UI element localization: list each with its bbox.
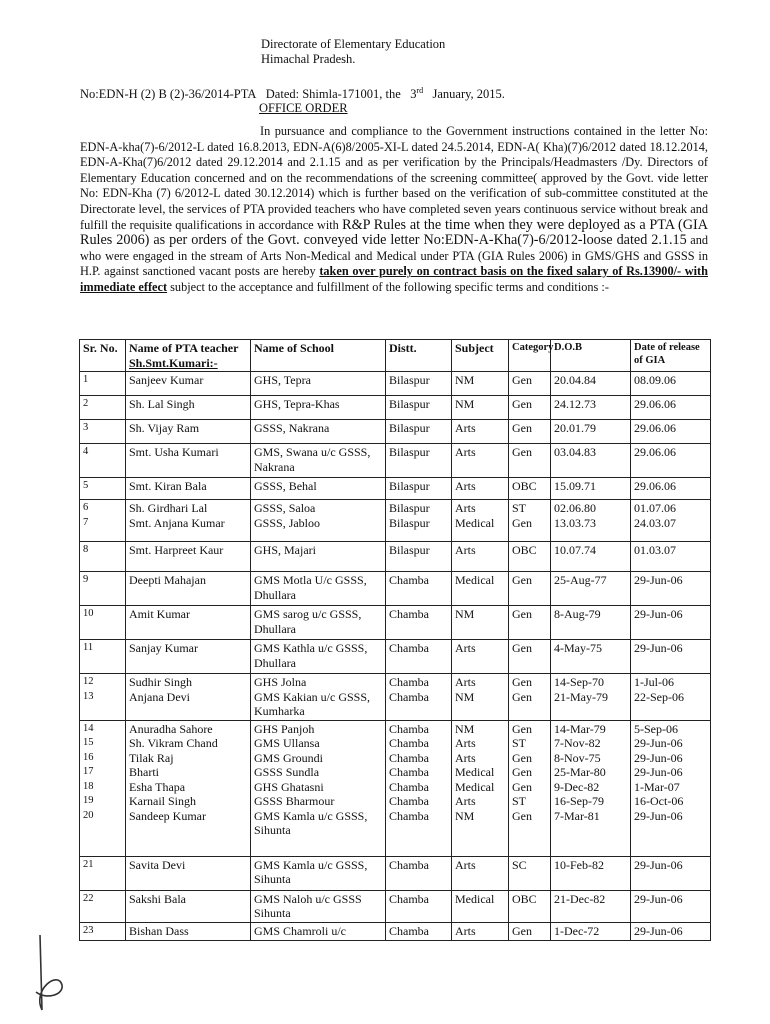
table-row bbox=[80, 500, 711, 542]
cell-subject: NM bbox=[452, 372, 509, 396]
cell-subject: Arts bbox=[452, 542, 509, 572]
reference-month-year: January, 2015. bbox=[432, 87, 505, 102]
cell-distt: Chamba bbox=[386, 890, 452, 922]
cell-school: GMS Kathla u/c GSSS, Dhullara bbox=[251, 640, 386, 674]
col-name bbox=[126, 340, 251, 372]
cell-gia: 29-Jun-06 bbox=[631, 856, 711, 890]
table-row bbox=[80, 640, 711, 674]
cell-name: Sh. Lal Singh bbox=[126, 396, 251, 420]
body-paragraph-3: and who were engaged in the stream of Arts Non-Medical and Medical under PTA (GIA Rules 2006) in GMS/GHS and GSSS in H.P. against sanctioned vacant posts are hereby bbox=[80, 233, 708, 279]
cell-gia: 29.06.06 bbox=[631, 444, 711, 478]
cell-sr: 4 bbox=[80, 444, 126, 478]
cell-gia: 29-Jun-06 bbox=[631, 606, 711, 640]
teacher-table bbox=[79, 339, 711, 941]
cell-gia: 01.03.07 bbox=[631, 542, 711, 572]
body-paragraph-1: In pursuance and compliance to the Government instructions contained in the letter No: EDN-A-kha(7)-6/2012-L dated 16.8.2013, EDN-A(6)8/2005-XI-L dated 24.5.2014, EDN-A( Kha)(7)6/2012 dated 18.12.2014, EDN-A-Kha(7)6/2012 dated 29.12.2014 and 2.1.15 and as per verification by the Principals/Headmasters /Dy. Directors of Elementary Education concerned and on the recommendations of the screening committee( approved by the Govt. vide letter No: EDN-Kha (7) 6/2012-L dated 30.12.2014) which is further based on the verification of sub-committee constituted at the Directorate level, the services of PTA provided teachers who have completed seven years continuous service without break and fulfill the requisite qualifications in accordance with bbox=[80, 124, 708, 232]
col-dob: D.O.B bbox=[551, 340, 631, 372]
cell-gia: 29.06.06 bbox=[631, 420, 711, 444]
cell-cat: Gen bbox=[509, 420, 551, 444]
cell-name: Savita Devi bbox=[126, 856, 251, 890]
reference-line bbox=[80, 86, 505, 102]
body-emphasis: taken over purely on contract basis on the fixed salary of Rs.13900/- with immediate effect bbox=[80, 264, 708, 294]
cell-dob: 10-Feb-82 bbox=[551, 856, 631, 890]
cell-cat: Gen bbox=[509, 922, 551, 940]
cell-gia: 29-Jun-06 bbox=[631, 640, 711, 674]
cell-gia: 29.06.06 bbox=[631, 478, 711, 500]
cell-school: GMS sarog u/c GSSS, Dhullara bbox=[251, 606, 386, 640]
cell-cat: Gen bbox=[509, 372, 551, 396]
cell-name: Anuradha Sahore Sh. Vikram Chand Tilak Raj Bharti Esha Thapa Karnail Singh Sandeep Kumar bbox=[126, 720, 251, 856]
cell-sr: 3 bbox=[80, 420, 126, 444]
cell-sr: 6 7 bbox=[80, 500, 126, 542]
table-row bbox=[80, 856, 711, 890]
directorate-header bbox=[261, 37, 445, 67]
cell-school: GMS Chamroli u/c bbox=[251, 922, 386, 940]
cell-distt: Chamba bbox=[386, 572, 452, 606]
header-line-2: Himachal Pradesh. bbox=[261, 52, 356, 66]
reference-number: No:EDN-H (2) B (2)-36/2014-PTA bbox=[80, 87, 257, 102]
cell-distt: Bilaspur Bilaspur bbox=[386, 500, 452, 542]
cell-distt: Bilaspur bbox=[386, 478, 452, 500]
cell-name: Sanjeev Kumar bbox=[126, 372, 251, 396]
col-name-sub: Sh.Smt.Kumari:- bbox=[129, 355, 218, 370]
cell-subject: Arts bbox=[452, 478, 509, 500]
cell-school: GMS Naloh u/c GSSS Sihunta bbox=[251, 890, 386, 922]
cell-distt: Chamba bbox=[386, 606, 452, 640]
cell-cat: Gen Gen bbox=[509, 674, 551, 721]
col-name-label: Name of PTA teacher bbox=[129, 341, 239, 355]
cell-sr: 11 bbox=[80, 640, 126, 674]
cell-cat: Gen bbox=[509, 444, 551, 478]
cell-distt: Chamba Chamba Chamba Chamba Chamba Chamba Chamba bbox=[386, 720, 452, 856]
table-row bbox=[80, 922, 711, 940]
cell-name: Amit Kumar bbox=[126, 606, 251, 640]
cell-distt: Chamba bbox=[386, 640, 452, 674]
cell-dob: 03.04.83 bbox=[551, 444, 631, 478]
table-row bbox=[80, 444, 711, 478]
cell-subject: Arts NM bbox=[452, 674, 509, 721]
cell-distt: Bilaspur bbox=[386, 542, 452, 572]
cell-school: GHS Panjoh GMS Ullansa GMS Groundi GSSS Sundla GHS Ghatasni GSSS Bharmour GMS Kamla u/c GSSS, Sihunta bbox=[251, 720, 386, 856]
cell-name: Smt. Kiran Bala bbox=[126, 478, 251, 500]
cell-sr: 12 13 bbox=[80, 674, 126, 721]
cell-school: GMS, Swana u/c GSSS, Nakrana bbox=[251, 444, 386, 478]
reference-dated: Dated: Shimla-171001, the bbox=[265, 87, 401, 102]
col-category: Category bbox=[509, 340, 551, 372]
table-row bbox=[80, 478, 711, 500]
cell-subject: Arts bbox=[452, 922, 509, 940]
table-row bbox=[80, 396, 711, 420]
table-row bbox=[80, 572, 711, 606]
cell-subject: Medical bbox=[452, 572, 509, 606]
cell-dob: 14-Sep-70 21-May-79 bbox=[551, 674, 631, 721]
cell-sr: 2 bbox=[80, 396, 126, 420]
table-row bbox=[80, 542, 711, 572]
cell-school: GHS, Majari bbox=[251, 542, 386, 572]
cell-cat: SC bbox=[509, 856, 551, 890]
body-paragraph-2: R&P Rules at the time when they were deployed as a PTA (GIA Rules 2006) as per orders of the Govt. conveyed vide letter No:EDN-A-Kha(7)-6/2012-loose dated 2.1.15 bbox=[80, 216, 709, 249]
col-distt: Distt. bbox=[386, 340, 452, 372]
cell-school: GHS Jolna GMS Kakian u/c GSSS, Kumharka bbox=[251, 674, 386, 721]
table-header-row bbox=[80, 340, 711, 372]
cell-school: GSSS, Saloa GSSS, Jabloo bbox=[251, 500, 386, 542]
cell-gia: 5-Sep-06 29-Jun-06 29-Jun-06 29-Jun-06 1-Mar-07 16-Oct-06 29-Jun-06 bbox=[631, 720, 711, 856]
reference-day: 3 bbox=[410, 87, 417, 102]
cell-school: GHS, Tepra bbox=[251, 372, 386, 396]
cell-dob: 20.01.79 bbox=[551, 420, 631, 444]
cell-cat: Gen bbox=[509, 572, 551, 606]
order-body bbox=[80, 124, 708, 296]
signature-mark bbox=[28, 930, 68, 1020]
cell-dob: 10.07.74 bbox=[551, 542, 631, 572]
cell-cat: Gen bbox=[509, 606, 551, 640]
cell-sr: 5 bbox=[80, 478, 126, 500]
table-row bbox=[80, 890, 711, 922]
header-line-1: Directorate of Elementary Education bbox=[261, 37, 446, 51]
cell-sr: 23 bbox=[80, 922, 126, 940]
cell-name: Sanjay Kumar bbox=[126, 640, 251, 674]
cell-distt: Bilaspur bbox=[386, 420, 452, 444]
cell-distt: Chamba bbox=[386, 856, 452, 890]
table-row bbox=[80, 674, 711, 721]
col-gia: Date of release of GIA bbox=[631, 340, 711, 372]
cell-sr: 9 bbox=[80, 572, 126, 606]
cell-subject: NM bbox=[452, 606, 509, 640]
cell-dob: 8-Aug-79 bbox=[551, 606, 631, 640]
col-school: Name of School bbox=[251, 340, 386, 372]
cell-gia: 29-Jun-06 bbox=[631, 890, 711, 922]
office-order-title: OFFICE ORDER bbox=[259, 101, 348, 115]
cell-sr: 10 bbox=[80, 606, 126, 640]
cell-subject: Arts bbox=[452, 444, 509, 478]
cell-school: GHS, Tepra-Khas bbox=[251, 396, 386, 420]
cell-sr: 21 bbox=[80, 856, 126, 890]
cell-subject: Medical bbox=[452, 890, 509, 922]
col-sr: Sr. No. bbox=[80, 340, 126, 372]
reference-day-suffix: rd bbox=[416, 86, 424, 95]
cell-sr: 1 bbox=[80, 372, 126, 396]
cell-school: GSSS, Nakrana bbox=[251, 420, 386, 444]
cell-distt: Bilaspur bbox=[386, 396, 452, 420]
cell-dob: 1-Dec-72 bbox=[551, 922, 631, 940]
cell-school: GMS Motla U/c GSSS, Dhullara bbox=[251, 572, 386, 606]
cell-school: GSSS, Behal bbox=[251, 478, 386, 500]
cell-dob: 20.04.84 bbox=[551, 372, 631, 396]
cell-name: Smt. Usha Kumari bbox=[126, 444, 251, 478]
cell-distt: Chamba bbox=[386, 922, 452, 940]
cell-cat: Gen bbox=[509, 396, 551, 420]
cell-name: Deepti Mahajan bbox=[126, 572, 251, 606]
cell-name: Sudhir Singh Anjana Devi bbox=[126, 674, 251, 721]
col-subject: Subject bbox=[452, 340, 509, 372]
cell-subject: Arts bbox=[452, 640, 509, 674]
cell-subject: Arts bbox=[452, 420, 509, 444]
cell-gia: 29.06.06 bbox=[631, 396, 711, 420]
table-row bbox=[80, 720, 711, 856]
table-row bbox=[80, 372, 711, 396]
cell-dob: 24.12.73 bbox=[551, 396, 631, 420]
cell-dob: 02.06.80 13.03.73 bbox=[551, 500, 631, 542]
cell-cat: Gen ST Gen Gen Gen ST Gen bbox=[509, 720, 551, 856]
cell-name: Sh. Vijay Ram bbox=[126, 420, 251, 444]
cell-name: Smt. Harpreet Kaur bbox=[126, 542, 251, 572]
cell-cat: ST Gen bbox=[509, 500, 551, 542]
cell-name: Sh. Girdhari Lal Smt. Anjana Kumar bbox=[126, 500, 251, 542]
cell-dob: 15.09.71 bbox=[551, 478, 631, 500]
cell-subject: Arts bbox=[452, 856, 509, 890]
cell-name: Sakshi Bala bbox=[126, 890, 251, 922]
cell-sr: 8 bbox=[80, 542, 126, 572]
cell-subject: Arts Medical bbox=[452, 500, 509, 542]
table-row bbox=[80, 606, 711, 640]
cell-distt: Bilaspur bbox=[386, 372, 452, 396]
cell-name: Bishan Dass bbox=[126, 922, 251, 940]
cell-cat: OBC bbox=[509, 542, 551, 572]
cell-cat: OBC bbox=[509, 478, 551, 500]
cell-sr: 22 bbox=[80, 890, 126, 922]
cell-sr: 14 15 16 17 18 19 20 bbox=[80, 720, 126, 856]
cell-distt: Chamba Chamba bbox=[386, 674, 452, 721]
cell-dob: 25-Aug-77 bbox=[551, 572, 631, 606]
table-row bbox=[80, 420, 711, 444]
cell-dob: 21-Dec-82 bbox=[551, 890, 631, 922]
cell-gia: 1-Jul-06 22-Sep-06 bbox=[631, 674, 711, 721]
cell-dob: 14-Mar-79 7-Nov-82 8-Nov-75 25-Mar-80 9-Dec-82 16-Sep-79 7-Mar-81 bbox=[551, 720, 631, 856]
cell-cat: Gen bbox=[509, 640, 551, 674]
cell-subject: NM Arts Arts Medical Medical Arts NM bbox=[452, 720, 509, 856]
cell-distt: Bilaspur bbox=[386, 444, 452, 478]
cell-gia: 29-Jun-06 bbox=[631, 922, 711, 940]
cell-school: GMS Kamla u/c GSSS, Sihunta bbox=[251, 856, 386, 890]
cell-gia: 01.07.06 24.03.07 bbox=[631, 500, 711, 542]
cell-dob: 4-May-75 bbox=[551, 640, 631, 674]
body-paragraph-4: subject to the acceptance and fulfillment of the following specific terms and conditions :- bbox=[170, 279, 609, 294]
cell-subject: NM bbox=[452, 396, 509, 420]
table-body bbox=[80, 372, 711, 941]
cell-cat: OBC bbox=[509, 890, 551, 922]
cell-gia: 29-Jun-06 bbox=[631, 572, 711, 606]
cell-gia: 08.09.06 bbox=[631, 372, 711, 396]
